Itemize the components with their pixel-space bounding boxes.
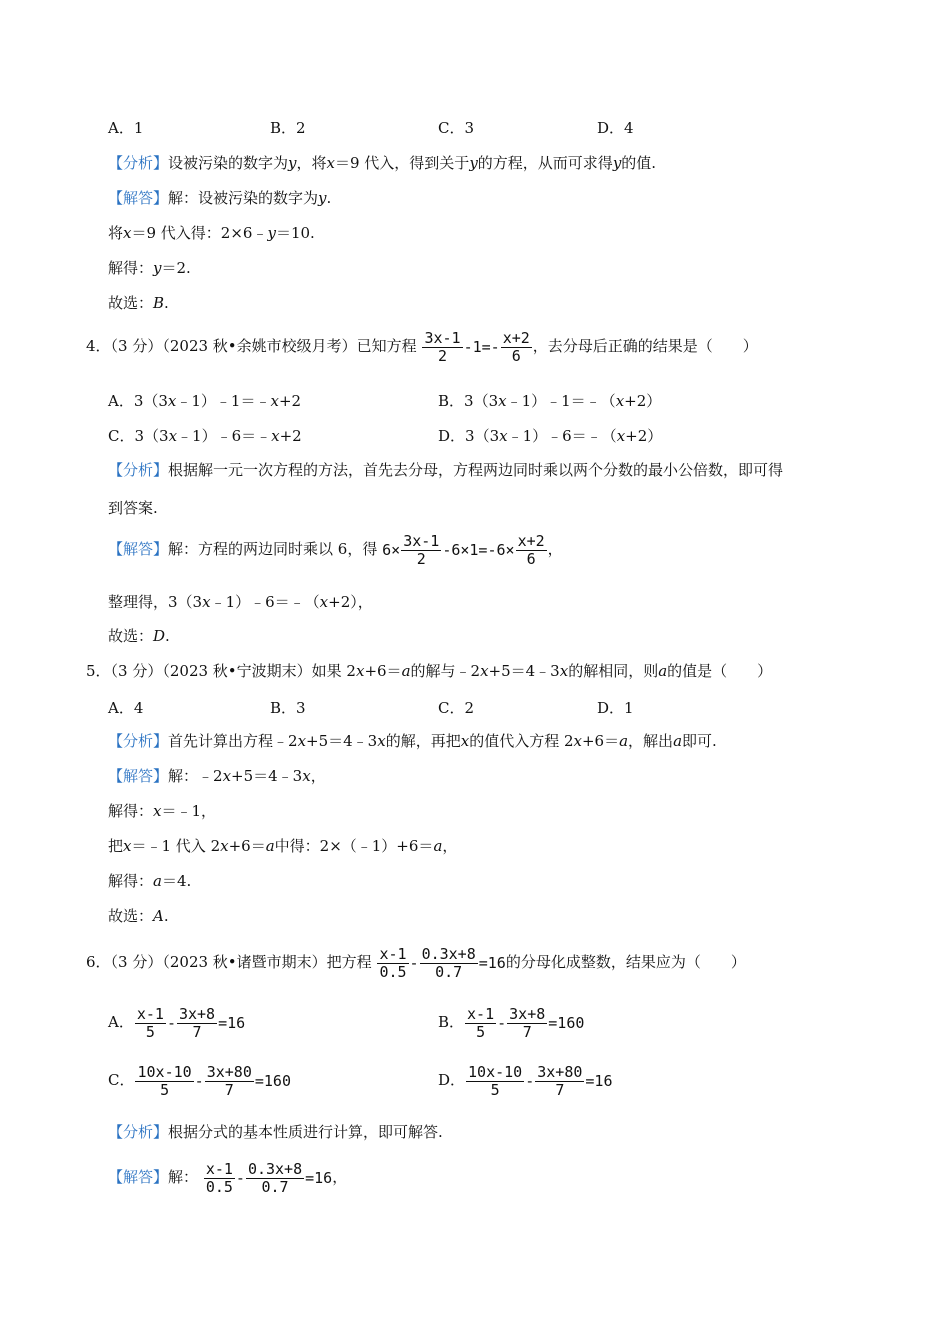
q6-solution: 【解答】解： $\frac{x-1}{0.5}$ - $\frac{0.3x+8}{0.7}$ =16，: [108, 1159, 348, 1196]
fraction: $\frac{3x+80}{7}$: [206, 1062, 252, 1099]
fraction: $\frac{x+2}{6}$: [517, 531, 545, 568]
q6-stem: 6．（3 分）（2023 秋•诸暨市期末）把方程 $\frac{x-1}{0.5}$ - $\frac{0.3x+8}{0.7}$ =16的分母化成整数，结果应为（ ）: [86, 944, 746, 981]
analysis-tag: 【分析】: [108, 461, 169, 479]
question-number: 5．: [86, 662, 111, 680]
q4-option-d: D．3（3x﹣1）﹣6＝﹣（x+2）: [438, 427, 663, 445]
q5-step-1: 解得：x＝﹣1，: [108, 802, 217, 820]
q6-option-b: B． $\frac{x-1}{5}$ - $\frac{3x+8}{7}$ =160: [438, 1004, 585, 1041]
q4-analysis-cont: 到答案.: [108, 499, 158, 517]
q6-analysis: 【分析】根据分式的基本性质进行计算，即可解答.: [108, 1123, 443, 1141]
q5-answer: 故选：A.: [108, 907, 169, 925]
solution-tag: 【解答】: [108, 540, 169, 558]
q3-analysis: 【分析】设被污染的数字为y，将x＝9 代入，得到关于y的方程，从而可求得y的值.: [108, 154, 657, 172]
q4-option-c: C．3（3x﹣1）﹣6＝﹣x+2: [108, 427, 302, 445]
q5-step-3: 解得：a＝4.: [108, 872, 192, 890]
fraction: $\frac{3x+80}{7}$: [537, 1062, 583, 1099]
q6-option-c: C． $\frac{10x-10}{5}$ - $\frac{3x+80}{7}$ =160: [108, 1062, 291, 1099]
q4-option-a: A．3（3x﹣1）﹣1＝﹣x+2: [108, 392, 302, 410]
q3-step-2: 解得：y＝2.: [108, 259, 191, 277]
q3-option-c: C．3: [438, 119, 475, 137]
fraction: $\frac{x-1}{5}$: [467, 1004, 495, 1041]
fraction: $\frac{3x+8}{7}$: [178, 1004, 216, 1041]
fraction: $\frac{x+2}{6}$: [502, 328, 530, 365]
q3-option-b: B．2: [270, 119, 306, 137]
q3-answer: 故选：B.: [108, 294, 169, 312]
question-number: 4．: [86, 337, 111, 355]
fraction: $\frac{x-1}{0.5}$: [205, 1159, 233, 1196]
q3-option-a: A．1: [108, 119, 144, 137]
solution-tag: 【解答】: [108, 189, 169, 207]
q5-analysis: 【分析】首先计算出方程﹣2x+5＝4﹣3x的解，再把x的值代入方程 2x+6＝a，解出a即可.: [108, 732, 717, 750]
fraction: $\frac{3x+8}{7}$: [509, 1004, 546, 1041]
q5-solution: 【解答】解：﹣2x+5＝4﹣3x，: [108, 767, 326, 785]
q6-option-a: A． $\frac{x-1}{5}$ - $\frac{3x+8}{7}$ =16: [108, 1004, 246, 1041]
fraction: $\frac{x-1}{0.5}$: [379, 944, 407, 981]
q5-option-d: D．1: [597, 699, 634, 717]
analysis-tag: 【分析】: [108, 732, 169, 750]
q3-option-d: D．4: [597, 119, 634, 137]
fraction: $\frac{3x-1}{2}$: [424, 328, 461, 365]
fraction: $\frac{10x-10}{5}$: [468, 1062, 523, 1099]
q4-solution: 【解答】解：方程的两边同时乘以 6，得 6× $\frac{3x-1}{2}$ -6×1=-6× $\frac{x+2}{6}$ ，: [108, 531, 563, 568]
q6-option-d: D． $\frac{10x-10}{5}$ - $\frac{3x+80}{7}$ =16: [438, 1062, 613, 1099]
q3-step-1: 将x＝9 代入得：2×6﹣y＝10.: [108, 224, 315, 242]
q5-step-2: 把x＝﹣1 代入 2x+6＝a中得：2×（﹣1）+6＝a，: [108, 837, 458, 855]
q4-option-b: B．3（3x﹣1）﹣1＝﹣（x+2）: [438, 392, 662, 410]
solution-tag: 【解答】: [108, 767, 169, 785]
q5-option-c: C．2: [438, 699, 475, 717]
analysis-tag: 【分析】: [108, 154, 169, 172]
q3-solution: 【解答】解：设被污染的数字为y.: [108, 189, 332, 207]
q4-step-1: 整理得，3（3x﹣1）﹣6＝﹣（x+2），: [108, 593, 373, 611]
q4-answer: 故选：D.: [108, 627, 170, 645]
fraction: $\frac{3x-1}{2}$: [403, 531, 440, 568]
question-number: 6．: [86, 953, 111, 971]
q4-analysis: 【分析】根据解一元一次方程的方法，首先去分母，方程两边同时乘以两个分数的最小公倍数，即可得: [108, 461, 784, 479]
fraction: $\frac{x-1}{5}$: [136, 1004, 164, 1041]
q5-option-b: B．3: [270, 699, 306, 717]
analysis-tag: 【分析】: [108, 1123, 169, 1141]
fraction: $\frac{0.3x+8}{0.7}$: [421, 944, 476, 981]
fraction: $\frac{0.3x+8}{0.7}$: [247, 1159, 303, 1196]
fraction: $\frac{10x-10}{5}$: [137, 1062, 192, 1099]
q4-stem: 4．（3 分）（2023 秋•余姚市校级月考）已知方程 $\frac{3x-1}{2}$ -1=- $\frac{x+2}{6}$ ，去分母后正确的结果是（ ）: [86, 328, 758, 365]
q5-stem: 5．（3 分）（2023 秋•宁波期末）如果 2x+6＝a的解与﹣2x+5＝4﹣3x的解相同，则a的值是（ ）: [86, 662, 773, 680]
q5-option-a: A．4: [108, 699, 144, 717]
solution-tag: 【解答】: [108, 1168, 169, 1186]
